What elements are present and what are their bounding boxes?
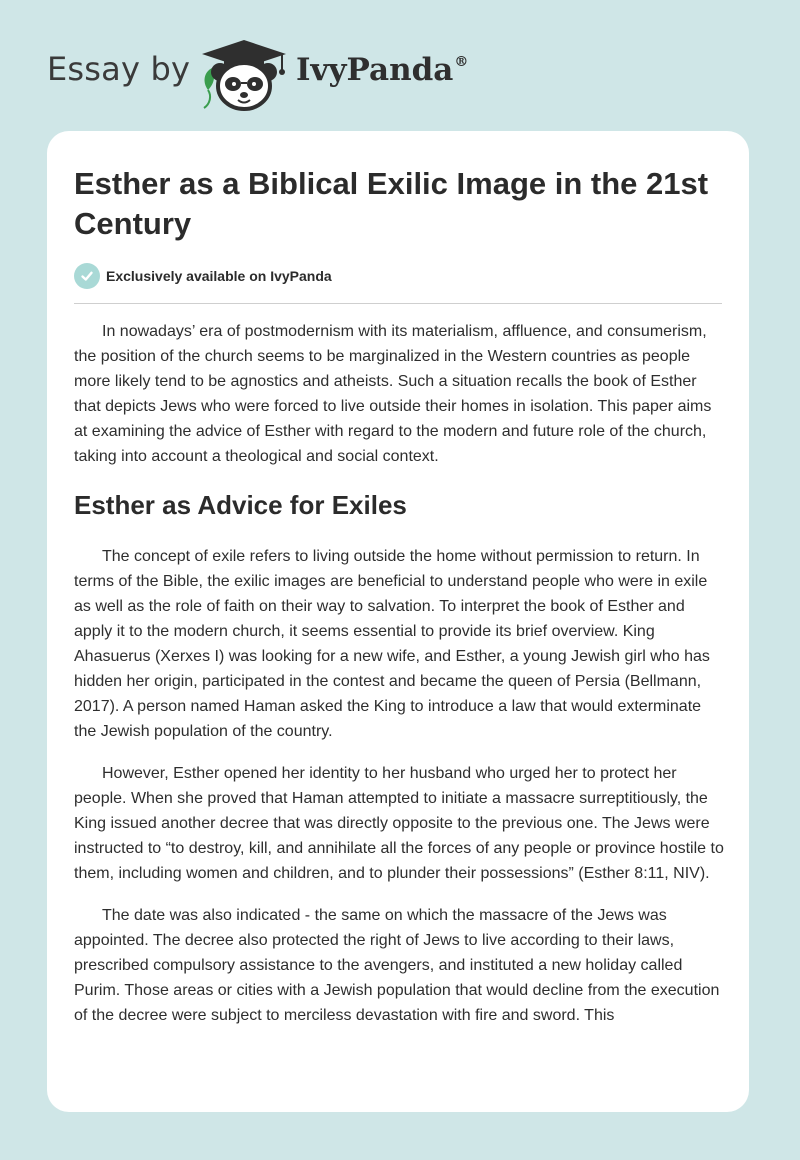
section-heading: Esther as Advice for Exiles: [74, 490, 407, 520]
article-body: [74, 319, 724, 1045]
registered-mark: ®: [454, 54, 469, 70]
exclusive-badge: [74, 263, 332, 289]
badge-label: Exclusively available on IvyPanda: [106, 268, 332, 284]
article-card: [47, 131, 749, 1112]
site-header: [0, 0, 800, 130]
check-icon: [74, 263, 100, 289]
body-paragraph: However, Esther opened her identity to her husband who urged her to protect her people. When she proved that Haman attempted to initiate a massacre surreptitiously, the King issued another decree that was directly opposite to the previous one. The Jews were instructed to “to destroy, kill, and annihilate all the forces of any people or province hostile to them, including women and children, and to plunder their possessions” (Esther 8:11, NIV).: [74, 765, 724, 882]
brand-name[interactable]: IvyPanda®: [296, 52, 469, 88]
divider: [74, 303, 722, 304]
body-paragraph: The date was also indicated - the same on which the massacre of the Jews was appointed. The decree also protected the right of Jews to live according to their laws, prescribed compulsory assistance to the avengers, and instituted a new holiday called Purim. Those areas or cities with a Jewish population that would decline from the execution of the decree were subject to merciless devastation with fire and sword. This: [74, 907, 720, 1024]
intro-paragraph: In nowadays’ era of postmodernism with its materialism, affluence, and consumerism, the position of the church seems to be marginalized in the Western countries as people more likely tend to be agnostics and atheists. Such a situation recalls the book of Esther that depicts Jews who were forced to live outside their homes in isolation. This paper aims at examining the advice of Esther with regard to the modern and future role of the church, taking into account a theological and social context.: [74, 323, 712, 465]
brand-prefix: Essay by: [47, 50, 191, 88]
panda-graduate-icon[interactable]: [198, 38, 294, 112]
page-title: Esther as a Biblical Exilic Image in the 21st Century: [74, 166, 709, 241]
body-paragraph: The concept of exile refers to living outside the home without permission to return. In terms of the Bible, the exilic images are beneficial to understand people who were in exile as well as the role of faith on their way to salvation. To interpret the book of Esther and apply it to the modern church, it seems essential to provide its brief overview. King Ahasuerus (Xerxes I) was looking for a new wife, and Esther, a young Jewish girl who has hidden her origin, participated in the contest and became the queen of Persia (Bellmann, 2017). A person named Haman asked the King to introduce a law that would exterminate the Jewish population of the country.: [74, 548, 710, 740]
